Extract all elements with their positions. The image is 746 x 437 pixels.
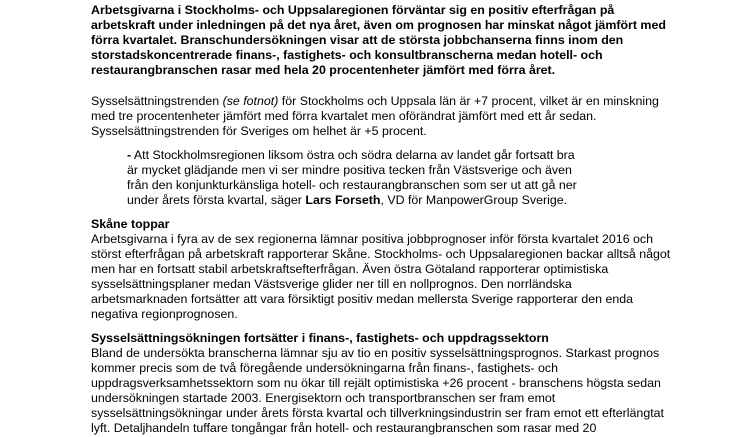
- trend-line: med tre procentenheter jämfört med förra kvartalet men oförändrat jämfört med ett år sedan.: [91, 109, 597, 124]
- lead-line: Arbetsgivarna i Stockholms- och Uppsalaregionen förväntar sig en positiv efterfrågan på: [91, 3, 615, 17]
- skane-paragraph: [91, 232, 670, 323]
- trend-paragraph: [91, 94, 659, 139]
- quote-line: från den konjunkturkänsliga hotell- och restaurangbranschen som ser ut att gå ner: [127, 178, 577, 193]
- quote-line: [127, 148, 577, 163]
- sector-line: sysselsättningsökningar under årets första kvartal och tillverkningsindustrin ser fram emot ett efterlängtat: [91, 406, 664, 421]
- trend-line: Sysselsättningstrenden för Sveriges om helhet är +5 procent.: [91, 124, 427, 139]
- sector-line: lyft. Detaljhandeln tuffare tongångar från hotell- och restaurangbranschen som rasar med 20: [91, 421, 597, 436]
- sector-paragraph: [91, 346, 664, 437]
- sector-line: uppdragsverksamhetssektorn som nu ökar till rejält optimistiska +26 procent - branschens högsta sedan: [91, 376, 661, 391]
- quote-line: är mycket glädjande men vi ser mindre positiva tecken från Västsverige och även: [127, 163, 572, 178]
- quote-line: [127, 193, 577, 208]
- sector-line: Bland de undersökta branscherna lämnar sju av tio en positiv sysselsättningsprognos. Starkast prognos: [91, 346, 660, 360]
- quote-text: , VD för ManpowerGroup Sverige.: [380, 193, 568, 208]
- section-heading-sector: Sysselsättningsökningen fortsätter i finans-, fastighets- och uppdragssektorn: [91, 331, 549, 345]
- section-heading-skane: Skåne toppar: [91, 217, 170, 231]
- quote-speaker-name: Lars Forseth: [305, 193, 381, 208]
- skane-line: störst efterfrågan på arbetskraft rapporterar Skåne. Stockholms- och Uppsalaregionen backar alltså något: [91, 247, 671, 262]
- lead-line: arbetskraft under inledningen på det nya året, även om prognosen har minskat något jämfört med: [91, 18, 666, 33]
- skane-line: sysselsättningsplaner medan Västsverige glider ner till en nollprognos. Den norrländska: [91, 277, 572, 292]
- skane-line: Arbetsgivarna i fyra av de sex regionerna lämnar positiva jobbprognoser inför första kvartalet 2016 och: [91, 232, 654, 246]
- trend-text: Sysselsättningstrenden: [91, 94, 223, 108]
- skane-line: arbetsmarknaden fortsätter att vara försiktigt positiv medan mellersta Sverige rapporterar den enda: [91, 292, 634, 307]
- trend-text: för Stockholms och Uppsala län är +7 procent, vilket är en minskning: [278, 94, 659, 108]
- sector-line: kommer precis som de två föregående undersökningarna från finans-, fastighets- och: [91, 361, 558, 376]
- skane-line: negativa regionprognosen.: [91, 307, 238, 322]
- lead-paragraph: [91, 3, 666, 78]
- lead-line: storstadskoncentrerade finans-, fastighets- och konsultbranscherna medan hotell- och: [91, 48, 603, 63]
- lead-line: restaurangbranschen rasar med hela 20 procentenheter jämfört med förra året.: [91, 63, 556, 78]
- quote-paragraph: [127, 148, 577, 208]
- footnote-reference: (se fotnot): [222, 94, 279, 108]
- quote-text: under årets första kvartal, säger: [127, 193, 306, 208]
- lead-line: förra kvartalet. Branschundersökningen visar att de största jobbchanserna finns inom den: [91, 33, 624, 48]
- sector-line: undersökningen startade 2003. Energisektorn och transportbranschen ser fram emot: [91, 391, 556, 406]
- quote-text: Att Stockholmsregionen liksom östra och södra delarna av landet går fortsatt bra: [131, 148, 575, 162]
- trend-line: [91, 94, 659, 109]
- skane-line: men har en fortsatt stabil arbetskraftsefterfrågan. Även östra Götaland rapporterar optimistiska: [91, 262, 609, 277]
- quote-dash: -: [127, 148, 132, 162]
